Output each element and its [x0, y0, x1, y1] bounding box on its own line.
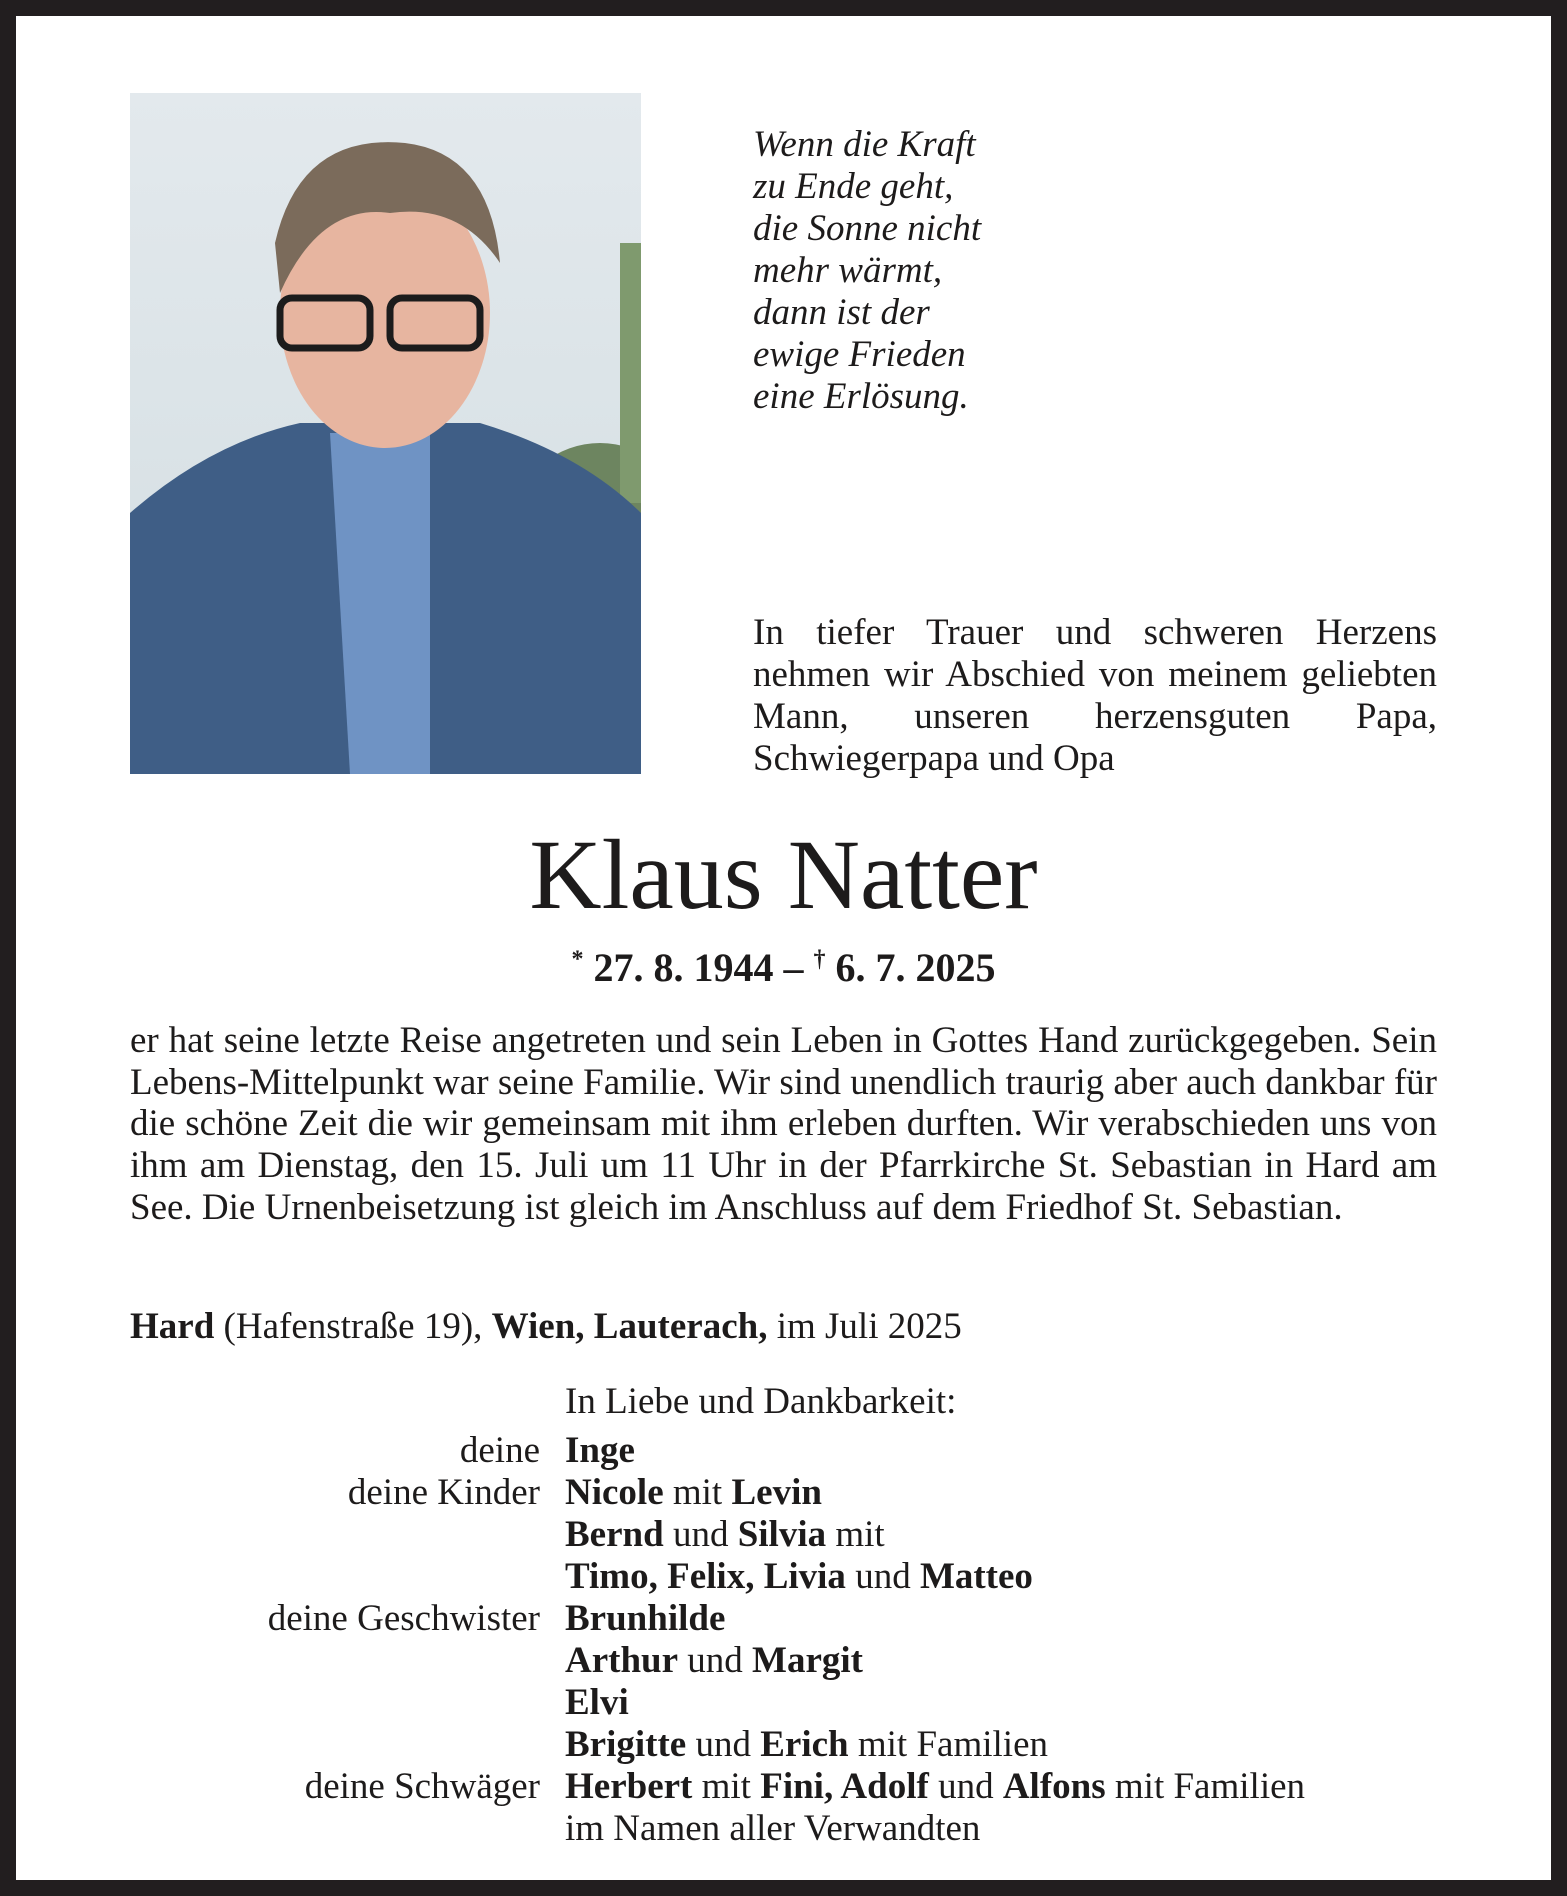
- family-row: [130, 1766, 1450, 1808]
- family-row: [130, 1430, 1450, 1472]
- family-row: [130, 1514, 1450, 1556]
- place-date-line: [130, 1305, 962, 1348]
- family-names: [565, 1808, 980, 1850]
- relation-label: deine Geschwister: [267, 1598, 540, 1639]
- relation-label: deine Kinder: [347, 1472, 540, 1513]
- death-date: 6. 7. 2025: [835, 945, 996, 990]
- family-name: Herbert: [565, 1766, 693, 1807]
- connector-text: mit: [663, 1472, 732, 1513]
- quote-line: eine Erlösung.: [753, 376, 969, 417]
- family-name: Bernd: [565, 1514, 664, 1555]
- intro-text: In tiefer Trauer und schweren Herzens nehmen wir Abschied von meinem geliebten Mann, unseren herzensguten Papa, Schwiegerpapa und Opa: [753, 612, 1437, 779]
- family-name: Nicole: [565, 1472, 664, 1513]
- relation-label: [130, 1808, 565, 1850]
- family-names: [565, 1598, 725, 1640]
- relation-label: deine Schwäger: [304, 1766, 540, 1807]
- family-name: Elvi: [565, 1682, 629, 1723]
- family-names: [565, 1640, 863, 1682]
- death-symbol: †: [813, 946, 826, 973]
- family-row: [130, 1640, 1450, 1682]
- connector-text: im Namen aller Verwandten: [565, 1808, 981, 1849]
- place-address: (Hafenstraße 19),: [214, 1306, 492, 1347]
- portrait-photo: [130, 93, 641, 774]
- relation-label: deine: [459, 1430, 540, 1471]
- deceased-name: Klaus Natter: [529, 819, 1038, 930]
- family-name: Arthur: [565, 1640, 679, 1681]
- birth-date: 27. 8. 1944: [593, 945, 774, 990]
- body-text: er hat seine letzte Reise angetreten und sein Leben in Gottes Hand zurückgegeben. Sein Lebens-Mittelpunkt war seine Familie. Wir sind unendlich traurig aber auch dankbar für die schöne Zeit die wir gemeinsam mit ihm erleben durften. Wir verabschieden uns von ihm am Dienstag, den 15. Juli um 11 Uhr in der Pfarrkirche St. Sebastian in Hard am See. Die Urnenbeisetzung ist gleich im Anschluss auf dem Friedhof St. Sebastian.: [130, 1020, 1437, 1228]
- family-name: Brunhilde: [565, 1598, 726, 1639]
- family-row: [130, 1556, 1450, 1598]
- connector-text: und: [845, 1556, 920, 1597]
- family-names: [565, 1430, 635, 1472]
- birth-symbol: *: [571, 946, 584, 973]
- place-cities: Wien, Lauterach,: [491, 1306, 768, 1347]
- relation-label: [130, 1724, 565, 1766]
- quote-line: mehr wärmt,: [753, 250, 943, 291]
- thanks-heading: In Liebe und Dankbarkeit:: [565, 1381, 957, 1422]
- connector-text: mit Familien: [1105, 1766, 1306, 1807]
- family-name: Fini, Adolf: [760, 1766, 929, 1807]
- family-row: [130, 1598, 1450, 1640]
- family-name: Levin: [731, 1472, 822, 1513]
- date-separator: –: [773, 945, 814, 990]
- family-names: [565, 1724, 1048, 1766]
- family-names: [565, 1472, 822, 1514]
- family-name: Alfons: [1002, 1766, 1106, 1807]
- place-date: im Juli 2025: [767, 1306, 962, 1347]
- relation-label: [130, 1682, 565, 1724]
- family-name: Inge: [565, 1430, 635, 1471]
- family-name: Margit: [752, 1640, 863, 1681]
- connector-text: und: [928, 1766, 1003, 1807]
- family-names: [565, 1682, 629, 1724]
- quote-poem: [753, 124, 981, 418]
- quote-line: ewige Frieden: [753, 334, 966, 375]
- family-name: Matteo: [919, 1556, 1033, 1597]
- family-list: [130, 1430, 1450, 1850]
- family-name: Brigitte: [565, 1724, 687, 1765]
- family-row: [130, 1472, 1450, 1514]
- connector-text: und: [678, 1640, 753, 1681]
- life-dates: [0, 944, 1567, 991]
- family-row: [130, 1682, 1450, 1724]
- quote-line: dann ist der: [753, 292, 930, 333]
- connector-text: mit: [826, 1514, 885, 1555]
- relation-label: [130, 1640, 565, 1682]
- connector-text: und: [686, 1724, 761, 1765]
- relation-label: [130, 1514, 565, 1556]
- connector-text: mit: [692, 1766, 761, 1807]
- family-name: Silvia: [737, 1514, 827, 1555]
- quote-line: die Sonne nicht: [753, 208, 982, 249]
- quote-line: Wenn die Kraft: [753, 124, 976, 165]
- family-name: Timo, Felix, Livia: [565, 1556, 846, 1597]
- family-row: [130, 1724, 1450, 1766]
- family-row: [130, 1808, 1450, 1850]
- relation-label: [130, 1556, 565, 1598]
- quote-line: zu Ende geht,: [753, 166, 954, 207]
- family-names: [565, 1556, 1033, 1598]
- family-name: Erich: [760, 1724, 849, 1765]
- connector-text: mit Familien: [848, 1724, 1049, 1765]
- family-names: [565, 1766, 1305, 1808]
- family-names: [565, 1514, 885, 1556]
- connector-text: und: [663, 1514, 738, 1555]
- place-hard: Hard: [130, 1306, 215, 1347]
